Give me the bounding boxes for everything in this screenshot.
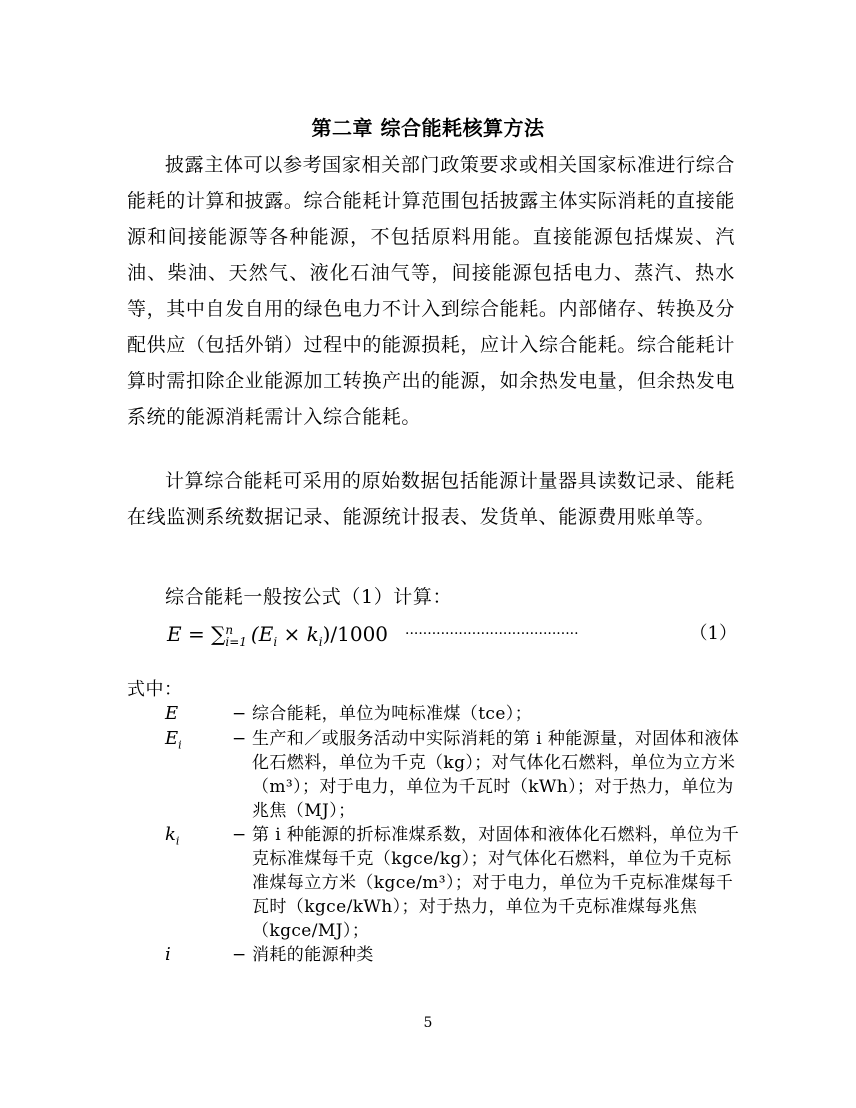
paragraph-text: 计算综合能耗可采用的原始数据包括能源计量器具读数记录、能耗在线监测系统数据记录、能源统计报表、发货单、能源费用账单等。 [127,470,735,528]
paragraph-text: 披露主体可以参考国家相关部门政策要求或相关国家标准进行综合能耗的计算和披露。综合能耗计算范围包括披露主体实际消耗的直接能源和间接能源等各种能源，不包括原料用能。直接能源包括煤炭、汽油、柴油、天然气、液化石油气等，间接能源包括电力、蒸汽、热水等，其中自发自用的绿色电力不计入到综合能耗。内部储存、转换及分配供应（包括外销）过程中的能源损耗，应计入综合能耗。综合能耗计算时需扣除企业能源加工转换产出的能源，如余热发电量，但余热发电系统的能源消耗需计入综合能耗。 [127,154,735,428]
formula-body-sub: i [273,635,278,649]
page-number: 5 [423,1015,433,1031]
formula-lhs: E [167,622,182,646]
formula-sum-lower: i=1 [225,634,247,649]
definition-text: − 消耗的能源种类 [232,945,374,965]
where-label: 式中： [127,679,183,700]
formula-equals: = [181,622,212,646]
definition-row-E [165,702,740,727]
formula-sum-limits [225,624,247,648]
definition-symbol: $k_i$ [165,824,180,848]
formula-sum-symbol: ∑ [211,622,226,646]
chapter-title: 第二章 综合能耗核算方法 [311,116,545,140]
paragraph-scope [127,147,735,435]
formula-1 [167,617,737,651]
formula-body: (E [250,622,274,646]
definition-text: − 生产和／或服务活动中实际消耗的第 i 种能源量，对固体和液体化石燃料，单位为千克（kg）；对气体化石燃料，单位为立方米（m³）；对于电力，单位为千瓦时（kWh）；对于热力，单位为兆焦（MJ）； [232,729,740,821]
formula-times-sub: i [318,635,323,649]
formula-leader-dots: ······································· [405,626,579,642]
definition-symbol: E [165,703,179,724]
formula-intro: 综合能耗一般按公式（1）计算： [165,586,453,608]
definition-symbol: i [165,944,171,965]
definition-text: − 第 i 种能源的折标准煤系数，对固体和液体化石燃料，单位为千克标准煤每千克（kgce/kg）；对气体化石燃料，单位为千克标准煤每立方米（kgce/m³）；对于电力，单位为千克标准煤每千瓦时（kgce/kWh）；对于热力，单位为千克标准煤每兆焦（kgce/MJ）； [232,825,740,941]
definitions-list [165,702,740,967]
definition-row-ki [165,823,740,943]
formula-sum-upper: n [225,622,234,637]
definition-row-i [165,943,740,967]
definition-text: − 综合能耗，单位为吨标准煤（tce）； [232,704,533,724]
formula-times: × k [277,622,319,646]
formula-number: （1） [689,623,737,644]
paragraph-data-sources [127,463,735,535]
definition-row-Ei [165,727,740,823]
definition-symbol: $E_i$ [165,728,182,752]
formula-tail: )/1000 [322,622,389,646]
